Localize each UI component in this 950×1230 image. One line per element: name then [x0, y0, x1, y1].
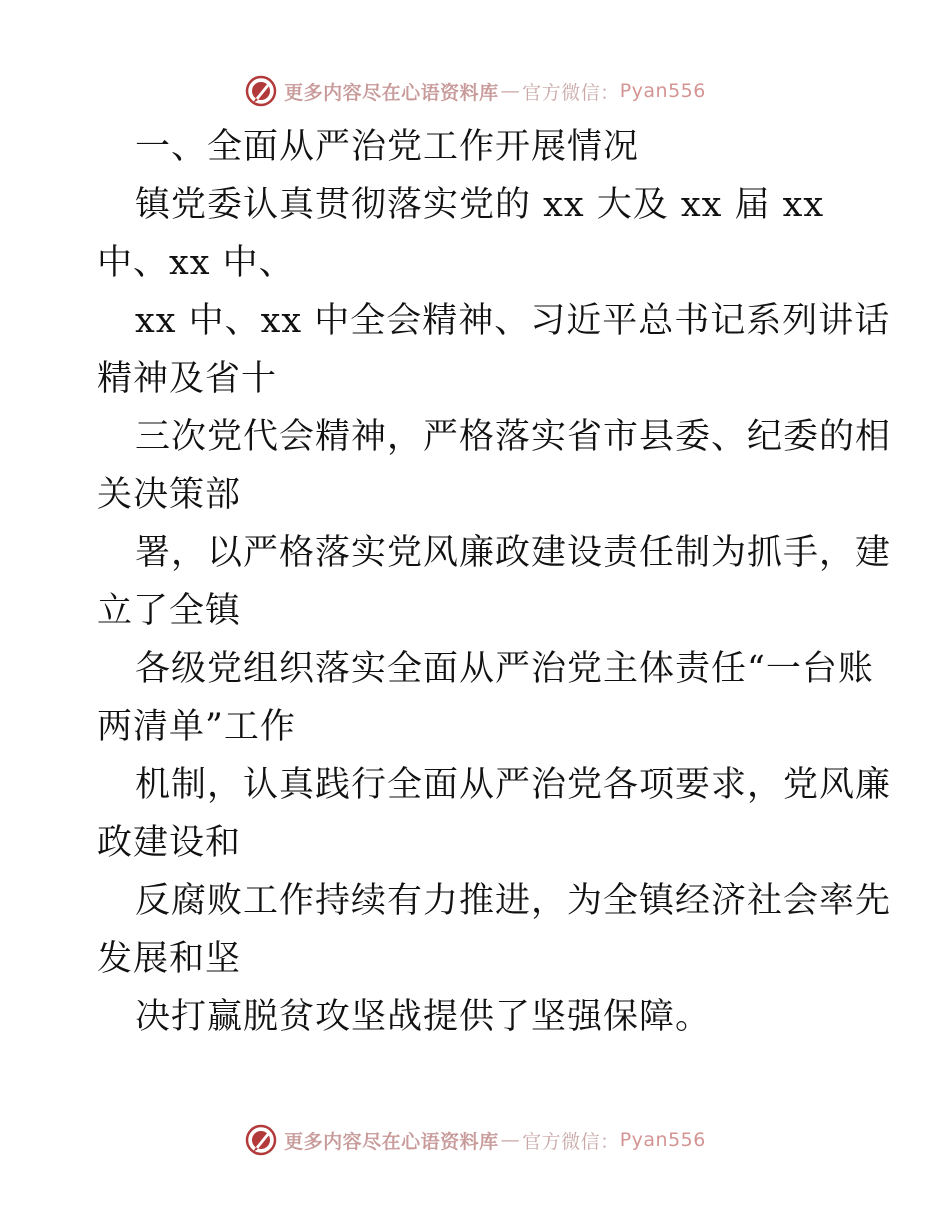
watermark-main-text: 更多内容尽在心语资料库 — [284, 81, 499, 104]
text-line: 署，以严格落实党风廉政建设责任制为抓手，建 — [135, 533, 892, 573]
pen-circle-logo-icon — [244, 74, 278, 108]
document-body — [97, 118, 892, 1046]
text-line: 反腐败工作持续有力推进，为全镇经济社会率先 — [135, 881, 892, 921]
footer-watermark — [0, 1120, 950, 1160]
text-line: 各级党组织落实全面从严治党主体责任“一台账 — [135, 649, 874, 689]
text-line: 决打赢脱贫攻坚战提供了坚强保障。 — [135, 997, 712, 1037]
watermark-wechat-id: Pyan556 — [619, 80, 706, 102]
text-line: 机制，认真践行全面从严治党各项要求，党风廉 — [135, 765, 892, 805]
text-line: 关决策部 — [97, 475, 242, 515]
text-line: 镇党委认真贯彻落实党的 xx 大及 xx 届 xx — [135, 185, 825, 225]
text-line: 中、xx 中、 — [97, 243, 295, 283]
pen-circle-logo-icon — [244, 1123, 278, 1157]
header-watermark — [0, 71, 950, 111]
text-line: 精神及省十 — [97, 359, 278, 399]
watermark-official-label: 官方微信： — [522, 1130, 620, 1153]
text-line: 三次党代会精神，严格落实省市县委、纪委的相 — [135, 417, 892, 457]
watermark-separator: — — [500, 1129, 521, 1151]
heading-line: 一、全面从严治党工作开展情况 — [135, 127, 640, 167]
text-line: xx 中、xx 中全会精神、习近平总书记系列讲话 — [135, 301, 891, 341]
watermark-official-label: 官方微信： — [522, 81, 620, 104]
watermark-separator: — — [500, 80, 521, 102]
watermark-wechat-id: Pyan556 — [619, 1129, 706, 1151]
watermark-main-text: 更多内容尽在心语资料库 — [284, 1130, 499, 1153]
text-line: 两清单”工作 — [97, 707, 296, 747]
text-line: 立了全镇 — [97, 591, 242, 631]
text-line: 政建设和 — [97, 823, 242, 863]
text-line: 发展和坚 — [97, 939, 242, 979]
